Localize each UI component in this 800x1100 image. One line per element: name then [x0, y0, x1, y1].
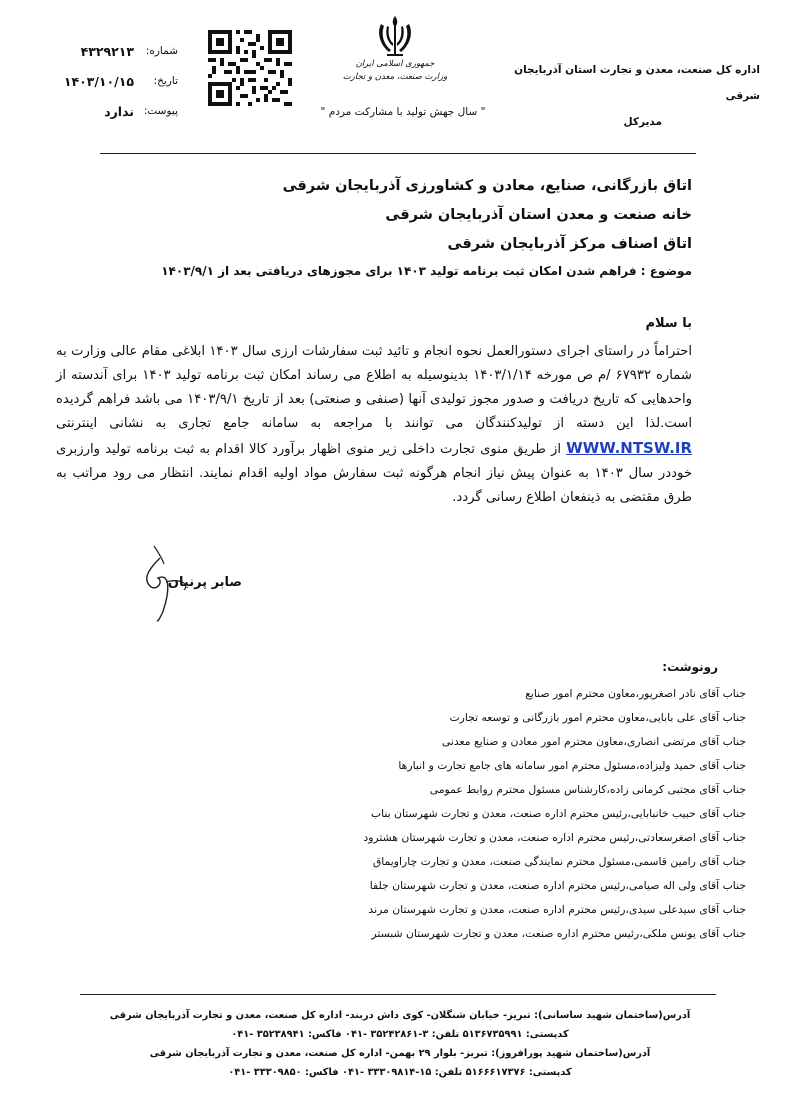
number-label: شماره: — [145, 45, 178, 57]
recipient-line: اتاق اصناف مرکز آذربایجان شرقی — [447, 236, 692, 252]
republic-text: جمهوری اسلامی ایران — [355, 59, 435, 69]
cc-item: جناب آقای مرتضی انصاری،معاون محترم امور معادن و صنایع معدنی — [441, 735, 746, 748]
cc-list — [186, 682, 746, 946]
subject-line: موضوع : فراهم شدن امکان ثبت برنامه تولید ۱۴۰۳ برای مجوزهای دریافتی بعد از ۱۴۰۳/۹/۱ — [161, 264, 692, 278]
letter-body — [56, 340, 692, 510]
attachment-value: ندارد — [104, 103, 134, 119]
attachment-row — [58, 96, 178, 126]
footer-address-2: آدرس(ساختمان شهید پورافروز): تبریز- بلوار ۲۹ بهمن- اداره کل صنعت، معدن و تجارت آذربایجان شرقی — [149, 1048, 651, 1059]
qr-code-icon — [208, 30, 292, 106]
organization-role: مدیرکل — [623, 116, 662, 128]
cc-item: جناب آقای اصغرسعادتی،رئیس محترم اداره صنعت، معدن و تجارت شهرستان هشترود — [363, 831, 746, 844]
cc-item: جناب آقای حبیب خانبابایی،رئیس محترم اداره صنعت، معدن و تجارت شهرستان بناب — [370, 807, 746, 820]
date-label: تاریخ: — [153, 75, 178, 87]
cc-item: جناب آقای حمید ولیزاده،مسئول محترم امور سامانه های جامع تجارت و انبارها — [398, 759, 746, 772]
footer-block — [40, 1006, 760, 1082]
attachment-label: پیوست: — [143, 105, 178, 117]
signer-name: صابر پرنیان — [167, 575, 242, 590]
ntsw-website-link[interactable]: WWW.NTSW.IR — [566, 439, 693, 457]
recipient-line: خانه صنعت و معدن استان آذربایجان شرقی — [385, 207, 692, 223]
footer-address-1: آدرس(ساختمان شهید ساسانی): تبریز- خیابان شنگلان- کوی داش دربند- اداره کل صنعت، معدن و تجارت آذربایجان شرقی — [109, 1010, 691, 1021]
footer-contact-2: کدپستی: ۵۱۶۶۶۱۷۳۷۶ تلفن: ۱۵-۳۳۳۰۹۸۱۴ -۰۴۱ فاکس: ۳۳۳۰۹۸۵۰ -۰۴۱ — [228, 1067, 572, 1078]
cc-item: جناب آقای مجتبی کرمانی زاده،کارشناس مسئول محترم روابط عمومی — [429, 783, 746, 796]
cc-item: جناب آقای نادر اصغرپور،معاون محترم امور صنایع — [525, 687, 746, 700]
cc-item: جناب آقای یونس ملکی،رئیس محترم اداره صنعت، معدن و تجارت شهرستان شبستر — [371, 927, 746, 940]
body-text-part2: از طریق منوی تجارت داخلی زیر منوی اظهار برآورد کالا اقدام به ثبت برنامه تولید وارزبری خوددر سال ۱۴۰۳ به عنوان پیش نیاز انجام هرگونه ثبت سفارش مواد اولیه اقدام نمایند. انتظار می رود مراتب به طرق مقتضی به ذینفعان اطلاع رسانی گردد. — [56, 442, 692, 505]
date-row — [58, 66, 178, 96]
government-title — [340, 58, 450, 84]
date-value: ۱۴۰۳/۱۰/۱۵ — [63, 73, 134, 89]
cc-title: رونوشت: — [662, 660, 718, 674]
recipients-block — [132, 172, 692, 259]
footer-divider — [80, 994, 716, 995]
organization-block — [500, 57, 760, 135]
number-value: ۴۳۲۹۲۱۳ — [80, 43, 134, 59]
body-paragraph — [56, 340, 692, 510]
organization-name: اداره کل صنعت، معدن و تجارت استان آذربایجان شرقی — [514, 64, 760, 102]
cc-item: جناب آقای ولی اله صیامی،رئیس محترم اداره صنعت، معدن و تجارت شهرستان جلفا — [369, 879, 746, 892]
recipient-line: اتاق بازرگانی، صنایع، معادن و کشاورزی آذربایجان شرقی — [282, 178, 692, 194]
ministry-text: وزارت صنعت، معدن و تجارت — [342, 72, 448, 82]
cc-item: جناب آقای سیدعلی سیدی،رئیس محترم اداره صنعت، معدن و تجارت شهرستان مرند — [368, 903, 746, 916]
letter-meta — [58, 36, 178, 126]
cc-item: جناب آقای رامین قاسمی،مسئول محترم نمایندگی صنعت، معدن و تجارت چاراویماق — [372, 855, 746, 868]
greeting: با سلام — [645, 316, 692, 331]
iran-emblem-icon — [375, 14, 415, 58]
year-motto: " سال جهش تولید با مشارکت مردم " — [320, 106, 486, 118]
body-text-part1: احتراماً در راستای اجرای دستورالعمل نحوه انجام و تائید ثبت سفارشات ارزی سال ۱۴۰۳ ابلاغی مقام عالی وزارت به شماره ۶۷۹۳۲ /م ص مورخه ۱۴۰۳/۱/۱۴ بدینوسیله به اطلاع می رساند امکان ثبت برنامه تولید ۱۴۰۳ برای آندسته از واحدهایی که تاریخ دریافت و صدور مجوز تولیدی آنها (صنفی و صنعتی) بعد از تاریخ ۱۴۰۳/۹/۱ می باشد فراهم گردیده است.لذا این دسته از تولیدکنندگان می توانند با مراجعه به سامانه جامع تجاری به نشانی اینترنتی — [56, 344, 693, 431]
header-divider — [100, 153, 696, 154]
footer-contact-1: کدپستی: ۵۱۳۶۷۳۵۹۹۱ تلفن: ۳-۳۵۲۴۲۸۶۱ -۰۴۱ فاکس: ۳۵۲۳۸۹۴۱ -۰۴۱ — [231, 1029, 569, 1040]
number-row — [58, 36, 178, 66]
cc-item: جناب آقای علی بابایی،معاون محترم امور بازرگانی و توسعه تجارت — [449, 711, 746, 724]
